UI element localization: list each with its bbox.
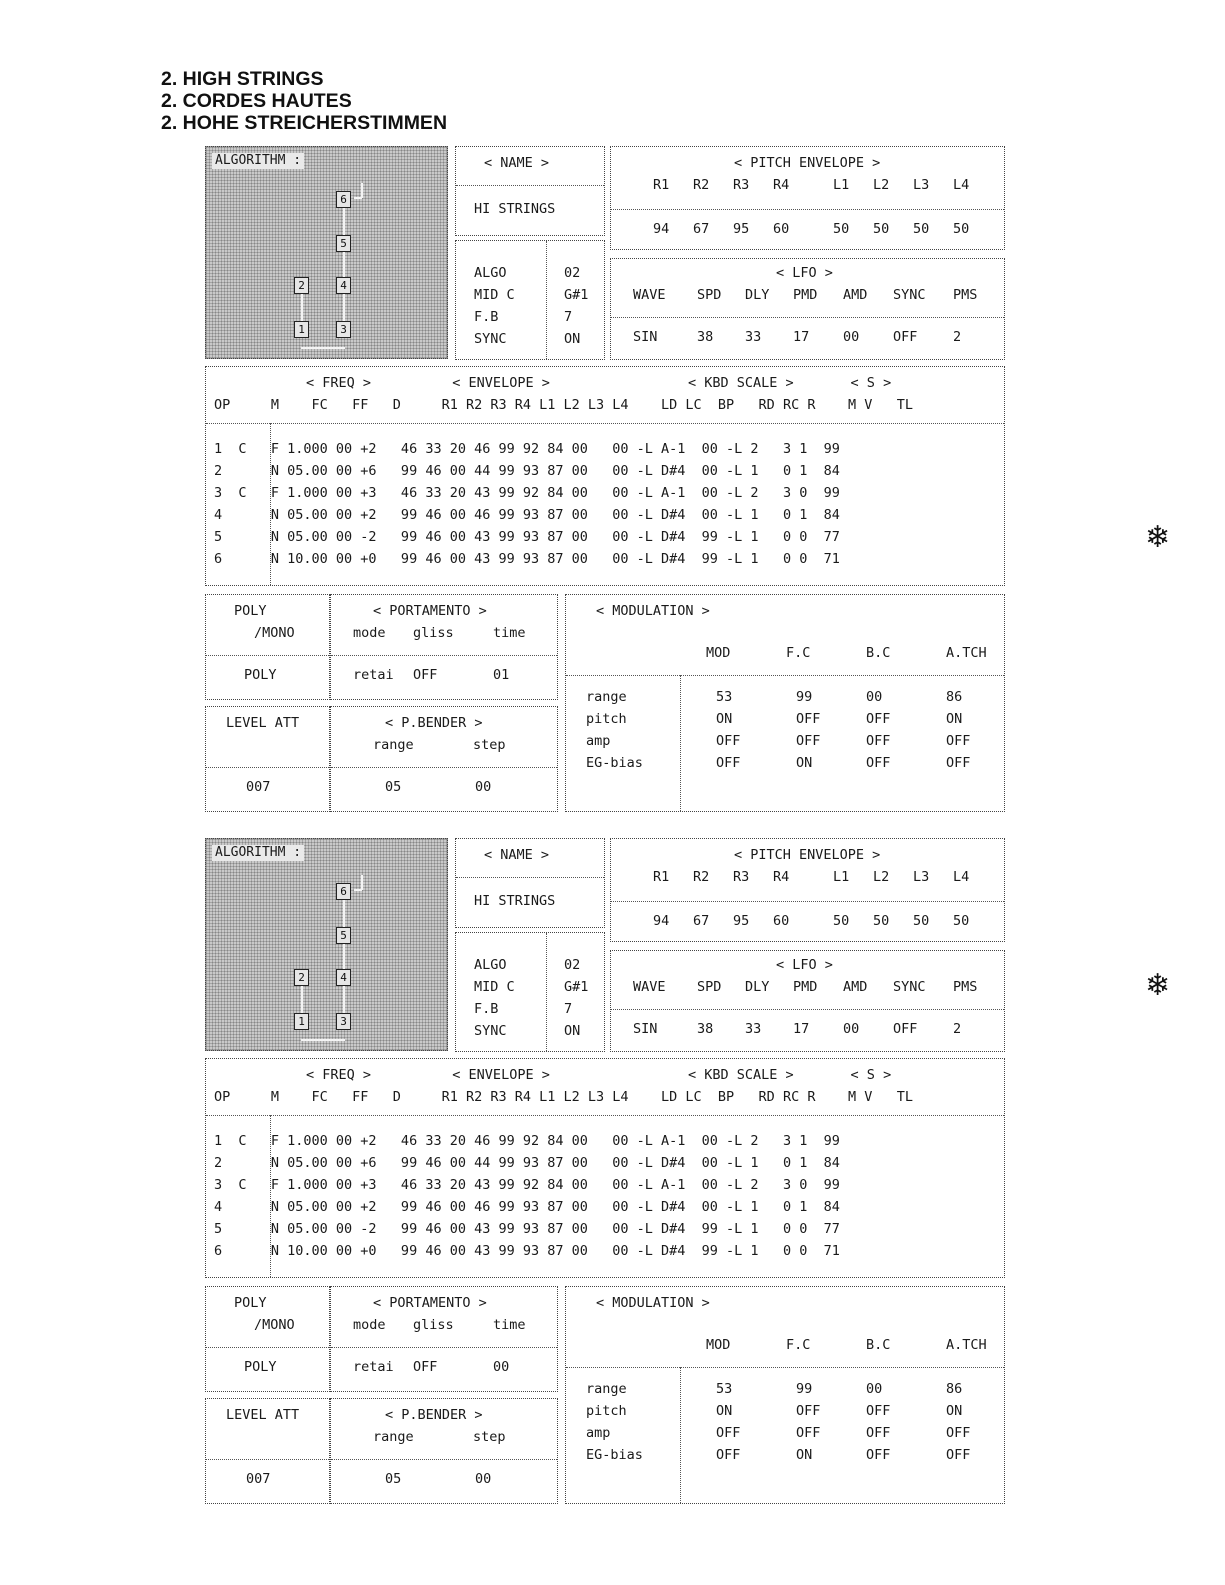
modulation-header: < MODULATION >: [596, 1295, 710, 1311]
divider: [206, 1347, 329, 1348]
modulation-value: 00: [866, 689, 883, 705]
pitch-env-value: 50: [833, 221, 850, 237]
portamento-label: mode: [353, 625, 386, 641]
algo-setting-label: SYNC: [474, 331, 507, 347]
operator-row: 1 C F 1.000 00 +2 46 33 20 46 99 92 84 00 00 -L A-1 00 -L 2 3 1 99: [214, 1133, 840, 1149]
pitch-env-label: L2: [873, 869, 890, 885]
divider: [546, 241, 547, 359]
pitch-env-value: 50: [953, 221, 970, 237]
algo-setting-value: 02: [564, 957, 581, 973]
level-att-value: 007: [246, 1471, 271, 1487]
operator-column-headers: OP M FC FF D R1 R2 R3 R4 L1 L2 L3 L4 LD LC BP RD RC R M V TL: [214, 397, 913, 413]
pitch-bender-header: < P.BENDER >: [385, 715, 483, 731]
lfo-value: 38: [697, 329, 714, 345]
operator-row: 1 C F 1.000 00 +2 46 33 20 46 99 92 84 00 00 -L A-1 00 -L 2 3 1 99: [214, 441, 840, 457]
algo-setting-value: G#1: [564, 287, 589, 303]
pitch-env-value: 95: [733, 913, 750, 929]
divider: [206, 655, 329, 656]
lfo-label: PMD: [793, 979, 818, 995]
lfo-value: 00: [843, 329, 860, 345]
operator-row: 4 N 05.00 00 +2 99 46 00 46 99 93 87 00 00 -L D#4 00 -L 1 0 1 84: [214, 1199, 840, 1215]
pitch-env-label: R1: [653, 177, 670, 193]
voice-name: HI STRINGS: [474, 201, 556, 217]
modulation-value: 53: [716, 1381, 733, 1397]
operator-2-icon: 2: [294, 969, 309, 986]
operator-1-icon: 1: [294, 321, 309, 338]
divider: [206, 767, 329, 768]
portamento-value: 01: [493, 667, 510, 683]
algorithm-connector: [301, 347, 345, 349]
pitch-bender-value: 05: [385, 779, 402, 795]
lfo-label: DLY: [745, 979, 770, 995]
algo-setting-value: ON: [564, 331, 581, 347]
pitch-bender-box: [330, 706, 558, 812]
modulation-value: OFF: [866, 1403, 891, 1419]
divider: [546, 933, 547, 1051]
pitch-env-value: 50: [913, 913, 930, 929]
algorithm-panel: [205, 146, 448, 359]
lfo-label: SYNC: [893, 287, 926, 303]
operator-table: [205, 366, 1005, 586]
name-header: < NAME >: [484, 847, 550, 863]
algorithm-label: ALGORITHM :: [212, 153, 304, 169]
poly-mono-box: [205, 594, 330, 700]
operator-row: 2 N 05.00 00 +6 99 46 00 44 99 93 87 00 00 -L D#4 00 -L 1 0 1 84: [214, 463, 840, 479]
portamento-header: < PORTAMENTO >: [373, 603, 487, 619]
operator-group-headers: < FREQ > < ENVELOPE > < KBD SCALE > < S >: [306, 1067, 892, 1083]
mono-label: /MONO: [254, 625, 295, 641]
lfo-label: SYNC: [893, 979, 926, 995]
operator-6-icon: 6: [336, 191, 351, 208]
portamento-value: retai: [353, 1359, 394, 1375]
pitch-env-value: 94: [653, 221, 670, 237]
algo-setting-label: SYNC: [474, 1023, 507, 1039]
algo-setting-value: 7: [564, 309, 573, 325]
lfo-value: SIN: [633, 1021, 658, 1037]
lfo-label: WAVE: [633, 287, 666, 303]
lfo-value: OFF: [893, 1021, 918, 1037]
divider: [331, 655, 557, 656]
page-titles: [161, 68, 447, 134]
portamento-header: < PORTAMENTO >: [373, 1295, 487, 1311]
modulation-value: ON: [946, 711, 963, 727]
lfo-value: OFF: [893, 329, 918, 345]
level-att-label: LEVEL ATT: [226, 715, 300, 731]
pitch-env-value: 50: [913, 221, 930, 237]
pitch-bender-value: 00: [475, 1471, 492, 1487]
margin-mark-icon: ❄: [1145, 520, 1171, 555]
operator-table: [205, 1058, 1005, 1278]
portamento-value: retai: [353, 667, 394, 683]
poly-mono-box: [205, 1286, 330, 1392]
modulation-value: OFF: [866, 733, 891, 749]
pitch-env-value: 50: [953, 913, 970, 929]
modulation-header: < MODULATION >: [596, 603, 710, 619]
modulation-column: MOD: [706, 645, 731, 661]
lfo-header: < LFO >: [776, 265, 833, 281]
modulation-row-label: range: [586, 1381, 627, 1397]
level-att-box: [205, 1398, 330, 1504]
title-german: 2. HOHE STREICHERSTIMMEN: [161, 112, 448, 134]
divider: [206, 1459, 329, 1460]
divider: [566, 1367, 1004, 1368]
divider: [611, 209, 1004, 210]
operator-column-headers: OP M FC FF D R1 R2 R3 R4 L1 L2 L3 L4 LD LC BP RD RC R M V TL: [214, 1089, 913, 1105]
operator-3-icon: 3: [336, 321, 351, 338]
pitch-env-label: L4: [953, 177, 970, 193]
operator-3-icon: 3: [336, 1013, 351, 1030]
name-header: < NAME >: [484, 155, 550, 171]
modulation-value: OFF: [946, 733, 971, 749]
pitch-env-value: 50: [873, 913, 890, 929]
modulation-value: OFF: [866, 1425, 891, 1441]
divider: [611, 901, 1004, 902]
portamento-label: time: [493, 625, 526, 641]
pitch-env-value: 94: [653, 913, 670, 929]
operator-5-icon: 5: [336, 235, 351, 252]
algo-settings-box: [455, 932, 605, 1052]
modulation-value: 86: [946, 1381, 963, 1397]
algorithm-connector: [343, 944, 345, 969]
lfo-value: 17: [793, 329, 810, 345]
divider: [331, 1459, 557, 1460]
pitch-env-value: 67: [693, 913, 710, 929]
modulation-value: 00: [866, 1381, 883, 1397]
lfo-value: 2: [953, 1021, 962, 1037]
pitch-env-value: 60: [773, 221, 790, 237]
modulation-row-label: EG-bias: [586, 1447, 643, 1463]
pitch-env-value: 95: [733, 221, 750, 237]
mono-label: /MONO: [254, 1317, 295, 1333]
algorithm-panel: [205, 838, 448, 1051]
portamento-label: time: [493, 1317, 526, 1333]
title-french: 2. CORDES HAUTES: [161, 90, 352, 112]
modulation-column: F.C: [786, 1337, 811, 1353]
level-att-label: LEVEL ATT: [226, 1407, 300, 1423]
operator-row: 4 N 05.00 00 +2 99 46 00 46 99 93 87 00 00 -L D#4 00 -L 1 0 1 84: [214, 507, 840, 523]
modulation-row-label: amp: [586, 733, 611, 749]
pitch-envelope-header: < PITCH ENVELOPE >: [734, 155, 881, 171]
modulation-value: OFF: [866, 1447, 891, 1463]
portamento-label: gliss: [413, 625, 454, 641]
lfo-label: DLY: [745, 287, 770, 303]
level-att-box: [205, 706, 330, 812]
name-box: [455, 838, 605, 928]
voice-sheet-1: [205, 146, 1005, 814]
algo-setting-value: ON: [564, 1023, 581, 1039]
lfo-value: 33: [745, 1021, 762, 1037]
algo-setting-label: ALGO: [474, 957, 507, 973]
operator-2-icon: 2: [294, 277, 309, 294]
algorithm-connector: [343, 294, 345, 321]
modulation-value: OFF: [716, 733, 741, 749]
divider: [331, 767, 557, 768]
divider: [566, 675, 1004, 676]
lfo-box: [610, 258, 1005, 360]
lfo-label: AMD: [843, 979, 868, 995]
pitch-bender-label: step: [473, 737, 506, 753]
modulation-value: OFF: [796, 711, 821, 727]
modulation-row-label: amp: [586, 1425, 611, 1441]
algo-setting-label: ALGO: [474, 265, 507, 281]
margin-mark-icon: ❄: [1145, 968, 1171, 1003]
poly-label: POLY: [234, 1295, 267, 1311]
algo-setting-value: G#1: [564, 979, 589, 995]
divider: [206, 1115, 1004, 1116]
operator-1-icon: 1: [294, 1013, 309, 1030]
portamento-box: [330, 1286, 558, 1392]
pitch-env-value: 67: [693, 221, 710, 237]
modulation-value: OFF: [716, 1447, 741, 1463]
modulation-box: [565, 1286, 1005, 1504]
algorithm-connector: [301, 1039, 345, 1041]
poly-mono-value: POLY: [244, 667, 277, 683]
pitch-env-value: 50: [833, 913, 850, 929]
lfo-label: AMD: [843, 287, 868, 303]
pitch-bender-value: 05: [385, 1471, 402, 1487]
portamento-box: [330, 594, 558, 700]
pitch-env-label: R4: [773, 869, 790, 885]
pitch-bender-value: 00: [475, 779, 492, 795]
poly-label: POLY: [234, 603, 267, 619]
modulation-value: ON: [796, 1447, 813, 1463]
algo-setting-label: F.B: [474, 1001, 499, 1017]
pitch-env-label: R2: [693, 869, 710, 885]
modulation-column: MOD: [706, 1337, 731, 1353]
pitch-bender-label: step: [473, 1429, 506, 1445]
pitch-env-label: R2: [693, 177, 710, 193]
modulation-value: OFF: [946, 1425, 971, 1441]
modulation-row-label: pitch: [586, 711, 627, 727]
level-att-value: 007: [246, 779, 271, 795]
algo-setting-label: F.B: [474, 309, 499, 325]
lfo-header: < LFO >: [776, 957, 833, 973]
lfo-value: 2: [953, 329, 962, 345]
feedback-loop: [361, 875, 363, 890]
operator-row: 5 N 05.00 00 -2 99 46 00 43 99 93 87 00 00 -L D#4 99 -L 1 0 0 77: [214, 1221, 840, 1237]
lfo-label: PMS: [953, 979, 978, 995]
modulation-column: A.TCH: [946, 1337, 987, 1353]
lfo-value: SIN: [633, 329, 658, 345]
modulation-value: OFF: [796, 1425, 821, 1441]
operator-5-icon: 5: [336, 927, 351, 944]
modulation-value: OFF: [946, 1447, 971, 1463]
pitch-bender-header: < P.BENDER >: [385, 1407, 483, 1423]
modulation-column: B.C: [866, 1337, 891, 1353]
algo-setting-value: 02: [564, 265, 581, 281]
portamento-label: gliss: [413, 1317, 454, 1333]
pitch-bender-label: range: [373, 1429, 414, 1445]
modulation-value: OFF: [716, 755, 741, 771]
modulation-value: OFF: [796, 1403, 821, 1419]
algorithm-connector: [343, 208, 345, 235]
modulation-box: [565, 594, 1005, 812]
voice-name: HI STRINGS: [474, 893, 556, 909]
operator-row: 3 C F 1.000 00 +3 46 33 20 43 99 92 84 00 00 -L A-1 00 -L 2 3 0 99: [214, 1177, 840, 1193]
modulation-value: 99: [796, 689, 813, 705]
operator-row: 2 N 05.00 00 +6 99 46 00 44 99 93 87 00 00 -L D#4 00 -L 1 0 1 84: [214, 1155, 840, 1171]
divider: [331, 1347, 557, 1348]
portamento-value: OFF: [413, 1359, 438, 1375]
operator-row: 3 C F 1.000 00 +3 46 33 20 43 99 92 84 00 00 -L A-1 00 -L 2 3 0 99: [214, 485, 840, 501]
divider: [456, 185, 604, 186]
name-box: [455, 146, 605, 236]
modulation-value: 86: [946, 689, 963, 705]
modulation-row-label: pitch: [586, 1403, 627, 1419]
pitch-env-label: R4: [773, 177, 790, 193]
algo-setting-label: MID C: [474, 979, 515, 995]
lfo-value: 33: [745, 329, 762, 345]
modulation-value: ON: [946, 1403, 963, 1419]
operator-row: 5 N 05.00 00 -2 99 46 00 43 99 93 87 00 00 -L D#4 99 -L 1 0 0 77: [214, 529, 840, 545]
operator-row: 6 N 10.00 00 +0 99 46 00 43 99 93 87 00 00 -L D#4 99 -L 1 0 0 71: [214, 1243, 840, 1259]
pitch-envelope-box: [610, 146, 1005, 250]
pitch-env-label: R3: [733, 869, 750, 885]
modulation-value: OFF: [866, 711, 891, 727]
pitch-envelope-header: < PITCH ENVELOPE >: [734, 847, 881, 863]
pitch-env-label: R1: [653, 869, 670, 885]
modulation-row-label: range: [586, 689, 627, 705]
pitch-env-value: 60: [773, 913, 790, 929]
divider: [680, 675, 681, 811]
pitch-bender-label: range: [373, 737, 414, 753]
portamento-label: mode: [353, 1317, 386, 1333]
pitch-env-label: L1: [833, 177, 850, 193]
portamento-value: OFF: [413, 667, 438, 683]
operator-row: 6 N 10.00 00 +0 99 46 00 43 99 93 87 00 00 -L D#4 99 -L 1 0 0 71: [214, 551, 840, 567]
algo-setting-label: MID C: [474, 287, 515, 303]
divider: [611, 317, 1004, 318]
modulation-column: B.C: [866, 645, 891, 661]
modulation-value: OFF: [866, 755, 891, 771]
algorithm-connector: [343, 986, 345, 1013]
lfo-label: PMS: [953, 287, 978, 303]
algorithm-connector: [301, 294, 303, 321]
lfo-label: SPD: [697, 979, 722, 995]
lfo-label: WAVE: [633, 979, 666, 995]
operator-4-icon: 4: [336, 277, 351, 294]
pitch-env-label: L4: [953, 869, 970, 885]
modulation-value: ON: [716, 1403, 733, 1419]
lfo-value: 17: [793, 1021, 810, 1037]
divider: [611, 1009, 1004, 1010]
algorithm-label: ALGORITHM :: [212, 845, 304, 861]
lfo-box: [610, 950, 1005, 1052]
pitch-env-label: R3: [733, 177, 750, 193]
modulation-value: OFF: [716, 1425, 741, 1441]
voice-sheet-2: [205, 838, 1005, 1506]
pitch-envelope-box: [610, 838, 1005, 942]
divider: [680, 1367, 681, 1503]
poly-mono-value: POLY: [244, 1359, 277, 1375]
modulation-value: 99: [796, 1381, 813, 1397]
operator-4-icon: 4: [336, 969, 351, 986]
modulation-value: OFF: [946, 755, 971, 771]
pitch-env-label: L3: [913, 869, 930, 885]
pitch-env-label: L3: [913, 177, 930, 193]
feedback-loop: [361, 183, 363, 198]
modulation-row-label: EG-bias: [586, 755, 643, 771]
lfo-value: 00: [843, 1021, 860, 1037]
modulation-value: ON: [796, 755, 813, 771]
lfo-value: 38: [697, 1021, 714, 1037]
pitch-env-label: L1: [833, 869, 850, 885]
modulation-column: F.C: [786, 645, 811, 661]
algorithm-connector: [343, 900, 345, 927]
pitch-bender-box: [330, 1398, 558, 1504]
lfo-label: PMD: [793, 287, 818, 303]
operator-group-headers: < FREQ > < ENVELOPE > < KBD SCALE > < S >: [306, 375, 892, 391]
lfo-label: SPD: [697, 287, 722, 303]
portamento-value: 00: [493, 1359, 510, 1375]
pitch-env-value: 50: [873, 221, 890, 237]
modulation-column: A.TCH: [946, 645, 987, 661]
operator-6-icon: 6: [336, 883, 351, 900]
modulation-value: ON: [716, 711, 733, 727]
modulation-value: 53: [716, 689, 733, 705]
divider: [456, 877, 604, 878]
title-english: 2. HIGH STRINGS: [161, 68, 324, 90]
divider: [206, 423, 1004, 424]
modulation-value: OFF: [796, 733, 821, 749]
algo-settings-box: [455, 240, 605, 360]
pitch-env-label: L2: [873, 177, 890, 193]
algorithm-connector: [343, 252, 345, 277]
algorithm-connector: [301, 986, 303, 1013]
algo-setting-value: 7: [564, 1001, 573, 1017]
